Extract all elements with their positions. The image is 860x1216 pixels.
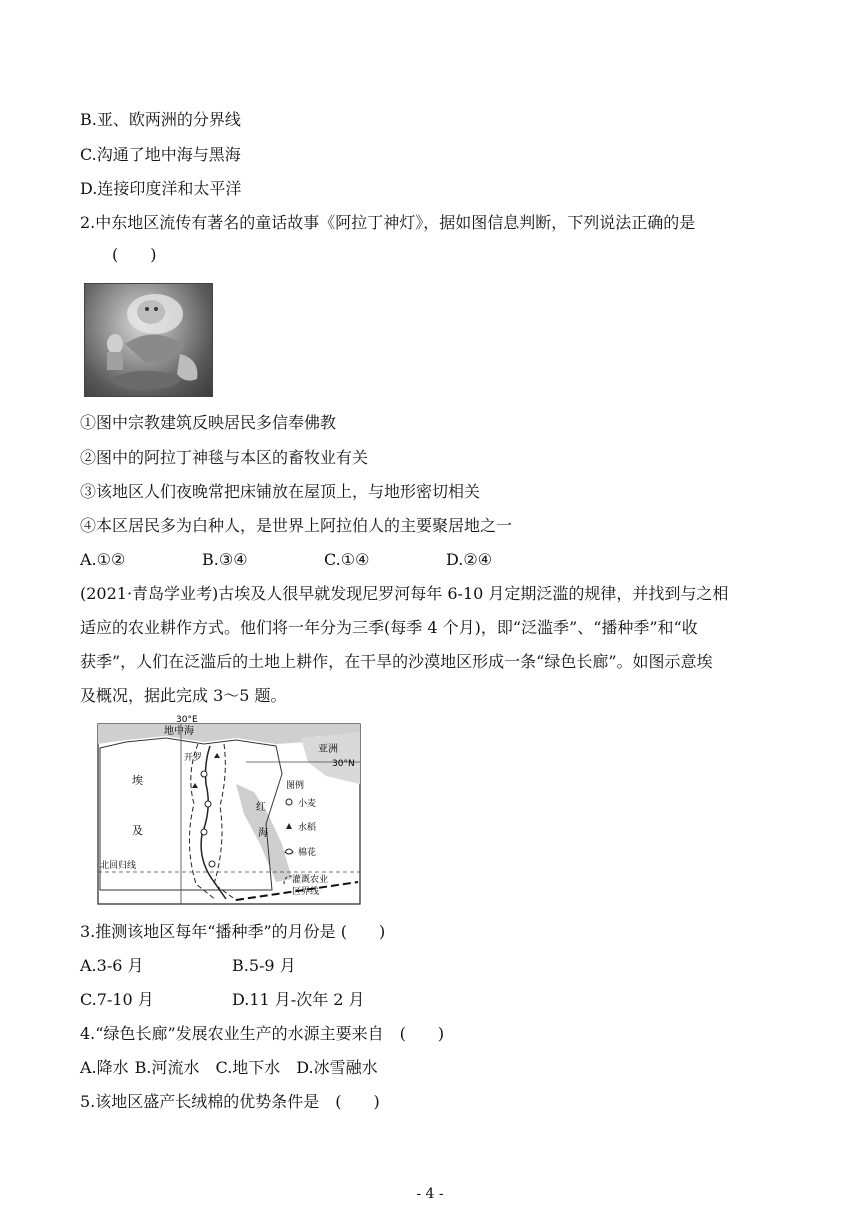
map-legend-cotton: 棉花 bbox=[298, 848, 317, 858]
q3-stem: 3.推测该地区每年“播种季”的月份是 ( ) bbox=[80, 922, 386, 941]
q1-option-d: D.连接印度洋和太平洋 bbox=[80, 179, 242, 198]
q4-options bbox=[80, 1058, 378, 1078]
q2-option-d: D.②④ bbox=[446, 550, 493, 569]
map-lon-label: 30°E bbox=[176, 715, 198, 725]
q2-statement-3: ③该地区人们夜晚常把床铺放在屋顶上，与地形密切相关 bbox=[80, 482, 481, 501]
q5-stem: 5.该地区盛产长绒棉的优势条件是 ( ) bbox=[80, 1092, 380, 1111]
q4-option-a: A.降水 bbox=[80, 1058, 129, 1077]
q4-option-d: D.冰雪融水 bbox=[296, 1058, 378, 1077]
page-number: - 4 - bbox=[416, 1186, 444, 1202]
q2-statement-4: ④本区居民多为白种人，是世界上阿拉伯人的主要聚居地之一 bbox=[80, 516, 513, 535]
map-legend-rice: 水稻 bbox=[298, 823, 317, 833]
map-asia-label: 亚洲 bbox=[318, 744, 338, 755]
map-lat-label: 30°N bbox=[332, 759, 355, 769]
map-egypt-label-1: 埃 bbox=[132, 774, 143, 787]
q3-option-d: D.11 月-次年 2 月 bbox=[232, 990, 365, 1009]
map-egypt-label-2: 及 bbox=[132, 824, 143, 837]
egypt-map bbox=[86, 714, 364, 908]
map-legend-wheat: 小麦 bbox=[298, 799, 317, 809]
q3-option-c: C.7-10 月 bbox=[80, 990, 154, 1009]
q1-option-c: C.沟通了地中海与黑海 bbox=[80, 145, 241, 164]
q2-statement-1: ①图中宗教建筑反映居民多信奉佛教 bbox=[80, 413, 337, 432]
q2-option-b: B.③④ bbox=[202, 550, 248, 569]
q1-option-b: B.亚、欧两洲的分界线 bbox=[80, 110, 241, 129]
q3-options-row-2 bbox=[80, 990, 365, 1010]
q2-answer-blank: ( ) bbox=[112, 245, 157, 264]
passage-line-2: 适应的农业耕作方式。他们将一年分为三季(每季 4 个月)，即“泛滥季”、“播种季”和“收 bbox=[80, 618, 698, 637]
q4-option-b: B.河流水 bbox=[134, 1058, 200, 1077]
q2-options bbox=[80, 550, 492, 570]
q3-option-a: A.3-6 月 bbox=[80, 956, 144, 975]
map-cairo-label: 开罗 bbox=[184, 753, 203, 763]
passage-line-4: 及概况，据此完成 3～5 题。 bbox=[80, 686, 287, 705]
map-redsea-label-1: 红 bbox=[256, 802, 266, 813]
map-tropic-label: 北回归线 bbox=[100, 861, 137, 871]
map-legend-boundary-2: 区界线 bbox=[292, 887, 320, 897]
passage-line-3: 获季”，人们在泛滥后的土地上耕作，在干旱的沙漠地区形成一条“绿色长廊”。如图示意埃 bbox=[80, 652, 713, 671]
map-redsea-label-2: 海 bbox=[258, 828, 268, 839]
q4-option-c: C.地下水 bbox=[215, 1058, 281, 1077]
q2-option-c: C.①④ bbox=[324, 550, 370, 569]
map-legend-boundary-1: 灌溉农业 bbox=[292, 875, 329, 885]
aladdin-illustration bbox=[84, 283, 213, 397]
q2-stem: 2.中东地区流传有著名的童话故事《阿拉丁神灯》，据如图信息判断，下列说法正确的是 bbox=[80, 213, 696, 232]
q3-options-row-1 bbox=[80, 956, 296, 976]
q2-statement-2: ②图中的阿拉丁神毯与本区的畜牧业有关 bbox=[80, 448, 369, 467]
q2-option-a: A.①② bbox=[80, 550, 126, 569]
q4-stem: 4.“绿色长廊”发展农业生产的水源主要来自 ( ) bbox=[80, 1024, 445, 1043]
map-legend-title: 图例 bbox=[286, 781, 305, 791]
q3-option-b: B.5-9 月 bbox=[232, 956, 296, 975]
map-mediterranean-label: 地中海 bbox=[164, 726, 194, 737]
passage-line-1: (2021·青岛学业考)古埃及人很早就发现尼罗河每年 6-10 月定期泛滥的规律，并找到与之相 bbox=[80, 584, 729, 603]
